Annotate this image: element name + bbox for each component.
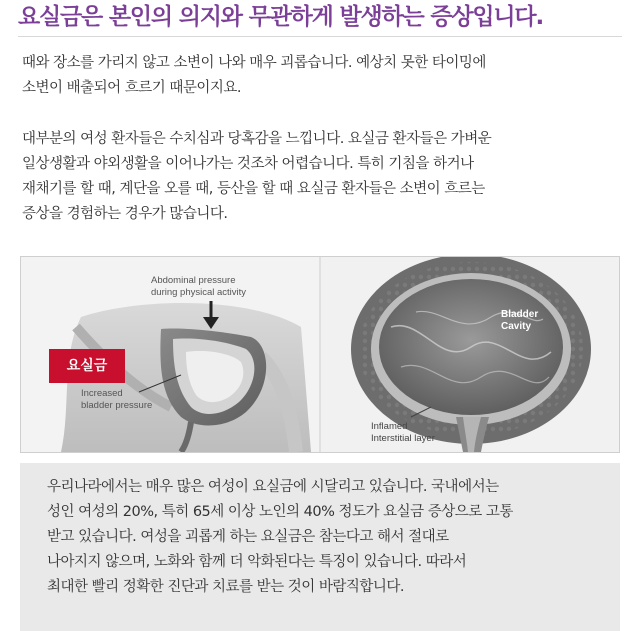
text-line: 때와 장소를 가리지 않고 소변이 나와 매우 괴롭습니다. 예상치 못한 타이밍에 [22,55,486,71]
medical-figure [20,256,620,453]
label-line: during physical activity [151,287,247,298]
text-line: 일상생활과 야외생활을 이어나가는 것조차 어렵습니다. 특히 기침을 하거나 [22,156,474,172]
text-line: 재채기를 할 때, 계단을 오를 때, 등산을 할 때 요실금 환자들은 소변이 흐르는 [22,181,485,197]
text-line: 최대한 빨리 정확한 진단과 치료를 받는 것이 바람직합니다. [47,579,405,595]
text-line: 성인 여성의 20%, 특히 65세 이상 노인의 40% 정도가 요실금 증상으로 고통 [47,504,513,520]
statistics-panel [20,463,620,631]
incontinence-badge: 요실금 [49,349,125,383]
label-line: Inflamed [371,421,408,432]
text-line: 소변이 배출되어 흐르기 때문이지요. [22,80,242,96]
bladder-cavity-illustration [321,257,619,452]
interstitial-layer-label [371,421,435,445]
label-line: Increased [81,388,123,399]
title-divider [18,36,622,37]
label-line: Interstitial layer [371,433,435,444]
label-line: Abdominal pressure [151,275,236,286]
text-line: 증상을 경험하는 경우가 많습니다. [22,206,228,222]
label-line: bladder pressure [81,400,153,411]
text-line: 우리나라에서는 매우 많은 여성이 요실금에 시달리고 있습니다. 국내에서는 [47,479,499,495]
statistics-text [47,475,603,600]
abdominal-pressure-label [151,275,246,299]
bladder-pressure-label [81,388,152,412]
bladder-cavity-label [501,309,538,333]
text-line: 받고 있습니다. 여성을 괴롭게 하는 요실금은 참는다고 해서 절대로 [47,529,449,545]
bladder-anatomy-graphic [321,257,619,452]
text-line: 나아지지 않으며, 노화와 함께 더 악화된다는 특징이 있습니다. 따라서 [47,554,467,570]
label-line: Bladder [501,309,539,320]
text-line: 대부분의 여성 환자들은 수치심과 당혹감을 느낍니다. 요실금 환자들은 가벼운 [22,131,492,147]
bladder-pressure-illustration [21,257,319,452]
intro-paragraph [22,51,622,101]
label-line: Cavity [501,321,532,332]
page-title: 요실금은 본인의 의지와 무관하게 발생하는 증상입니다. [18,4,543,30]
symptom-paragraph [22,127,622,227]
